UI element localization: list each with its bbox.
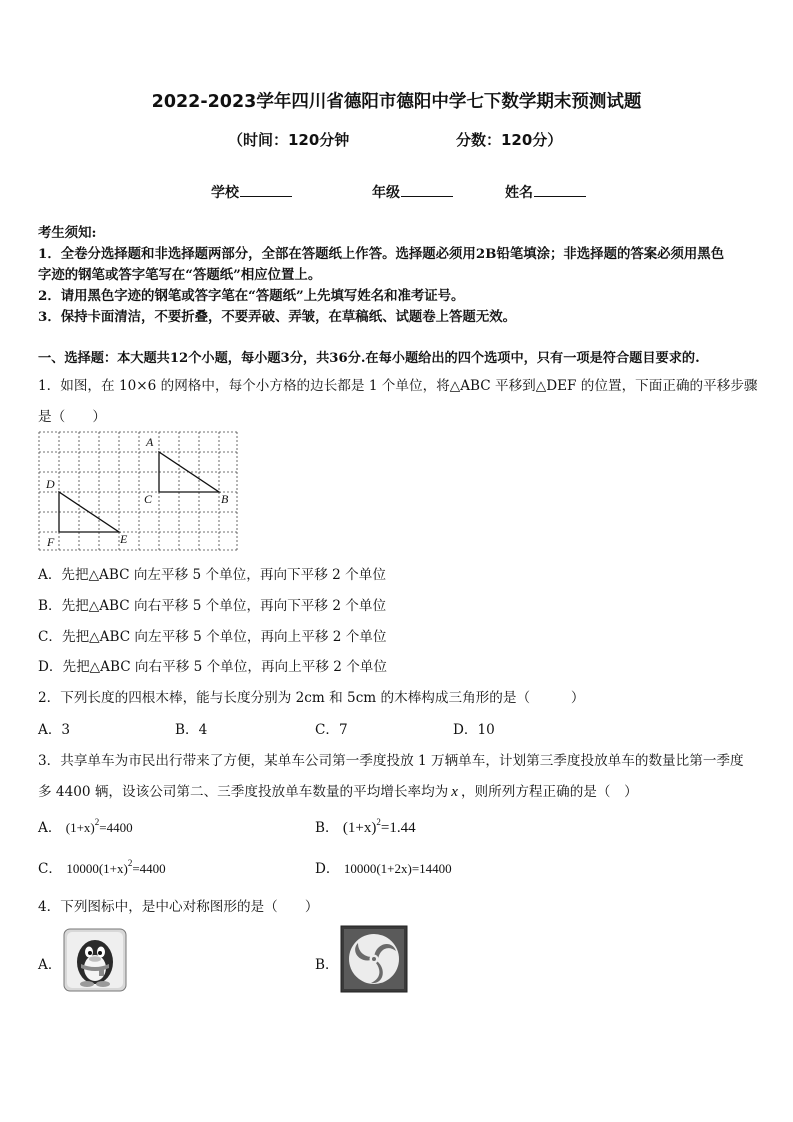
q2-option-a[interactable]: A．3 (38, 722, 71, 738)
label-b: B (221, 492, 229, 506)
school-field (211, 182, 292, 202)
exam-time: （时间：120分钟 (228, 131, 350, 149)
notice-line-1b: 字迹的钢笔或答字笔写在“答题纸”相应位置上。 (38, 267, 322, 283)
school-blank (240, 182, 292, 197)
q1-option-c[interactable]: C．先把△ABC 向左平移 5 个单位，再向上平移 2 个单位 (38, 629, 387, 645)
q1-option-d[interactable]: D．先把△ABC 向右平移 5 个单位，再向上平移 2 个单位 (38, 659, 387, 675)
q3-option-a-expr2: =4400 (99, 820, 133, 835)
q3-option-c-label: C． (38, 861, 62, 877)
q2-option-c[interactable]: C．7 (315, 722, 348, 738)
q3-option-d[interactable] (315, 857, 452, 877)
page-title: 2022-2023学年四川省德阳市德阳中学七下数学期末预测试题 (151, 92, 642, 112)
q1-grid-figure (38, 431, 240, 557)
q2-option-b[interactable]: B．4 (175, 722, 208, 738)
q3-option-a-expr1: (1+x) (65, 820, 95, 835)
q1-stem-a: 1．如图，在 10×6 的网格中，每个小方格的边长都是 1 个单位，将△ABC 平移到△DEF 的位置，下面正确的平移步骤 (38, 378, 758, 394)
swirl-logo-icon[interactable] (340, 925, 408, 997)
q3-option-b-exp: 2 (376, 817, 381, 827)
q3-option-b[interactable] (315, 816, 416, 837)
q3-option-d-label: D． (315, 861, 340, 877)
q3-option-a[interactable] (38, 816, 133, 836)
q1-option-a[interactable]: A．先把△ABC 向左平移 5 个单位，再向下平移 2 个单位 (38, 567, 386, 583)
label-e: E (120, 532, 128, 546)
exam-score: 分数：120分） (456, 131, 563, 149)
label-f: F (47, 535, 55, 549)
q3-option-c-expr2: =4400 (132, 861, 166, 876)
grid-svg (38, 431, 240, 553)
q3-option-b-expr2: =1.44 (380, 820, 416, 836)
penguin-icon[interactable] (63, 928, 127, 996)
name-blank (534, 182, 586, 197)
notice-line-3: 3．保持卡面清洁，不要折叠，不要弄破、弄皱，在草稿纸、试题卷上答题无效。 (38, 309, 516, 325)
q3-option-b-expr1: (1+x) (342, 820, 377, 836)
q3-option-d-expr: 10000(1+2x)=14400 (343, 861, 452, 876)
label-d: D (46, 477, 55, 491)
q3-option-c-exp: 2 (127, 858, 133, 868)
section-heading: 一、选择题：本大题共12个小题，每小题3分，共36分.在每小题给出的四个选项中，只有一项是符合题目要求的. (38, 351, 700, 366)
grade-field (372, 182, 453, 202)
q3-option-c-expr1: 10000(1+x) (66, 861, 128, 876)
notice-line-1a: 1．全卷分选择题和非选择题两部分，全部在答题纸上作答。选择题必须用2B铅笔填涂；非选择题的答案必须用黑色 (38, 246, 725, 262)
q3-option-c[interactable] (38, 857, 166, 877)
label-a: A (146, 435, 154, 449)
q3-stem-a: 3．共享单车为市民出行带来了方便，某单车公司第一季度投放 1 万辆单车，计划第三季度投放单车的数量比第一季度 (38, 753, 744, 769)
q3-option-b-label: B． (315, 820, 339, 836)
name-label: 姓名 (505, 185, 533, 201)
q2-stem: 2．下列长度的四根木棒，能与长度分别为 2cm 和 5cm 的木棒构成三角形的是（ ） (38, 690, 585, 706)
name-field (505, 182, 586, 202)
q3-stem-b2: ，则所列方程正确的是（ ） (460, 784, 638, 800)
grade-label: 年级 (372, 185, 400, 201)
q3-option-a-exp: 2 (94, 817, 100, 827)
notice-heading: 考生须知: (38, 225, 97, 241)
q3-stem-b1: 多 4400 辆，设该公司第二、三季度投放单车数量的平均增长率均为 (38, 784, 449, 800)
notice-line-2: 2．请用黑色字迹的钢笔或答字笔在“答题纸”上先填写姓名和准考证号。 (38, 288, 465, 304)
label-c: C (144, 492, 153, 506)
q1-option-b[interactable]: B．先把△ABC 向右平移 5 个单位，再向下平移 2 个单位 (38, 598, 387, 614)
q1-stem-b: 是（ ） (38, 409, 106, 425)
q4-option-b-label[interactable]: B． (315, 957, 339, 973)
q2-option-d[interactable]: D．10 (453, 722, 495, 738)
grade-blank (401, 182, 453, 197)
q4-stem: 4．下列图标中，是中心对称图形的是（ ） (38, 899, 319, 915)
q3-option-a-label: A． (38, 820, 62, 836)
q4-option-a-label[interactable]: A． (38, 957, 62, 973)
q3-variable: x (451, 784, 458, 800)
q3-stem-b (38, 780, 638, 801)
school-label: 学校 (211, 185, 239, 201)
